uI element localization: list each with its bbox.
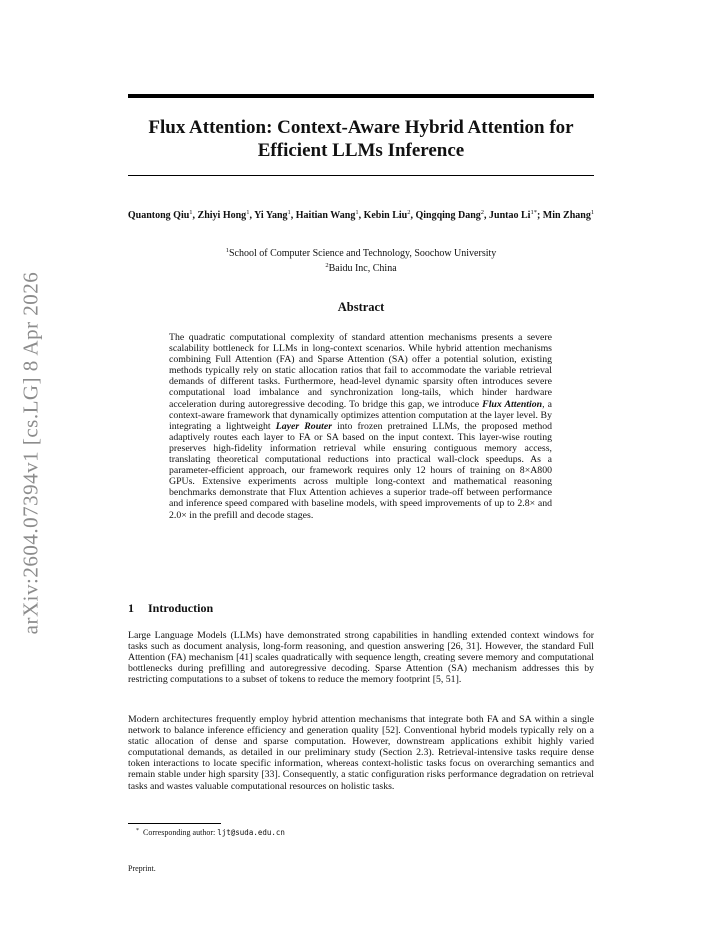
author-separator: , — [410, 210, 416, 221]
author-affiliation-mark: 2 — [480, 209, 485, 216]
abstract-text: The quadratic computational complexity of standard attention mechanisms presents a severe scalability bottleneck for LLMs in long-context scenarios. While hybrid attention mechanisms combining Full Attention (FA) and Sparse Attention (SA) offer a potential solution, existing methods typically rely on static allocation ratios that fail to accommodate the variable retrieval demands of different tasks. Furthermore, head-level dynamic sparsity often introduces severe computational load imbalance and synchronization long-tails, which hinder hardware acceleration during autoregressive decoding. To bridge this gap, we introduce — [169, 332, 552, 410]
author-name: Qingqing Dang — [415, 210, 481, 221]
author-name: Quantong Qiu — [127, 210, 190, 221]
abstract-text: into frozen pretrained LLMs, the proposed method adaptively routes each layer to FA or SA based on the input context. This layer-wise routing preserves high-fidelity information retrieval while ensuring contiguous memory access, translating theoretical computational reductions into practical wall-clock speedups. As a parameter-efficient approach, our framework requires only 12 hours of training on 8×A800 GPUs. Extensive experiments across multiple long-context and mathematical reasoning benchmarks demonstrate that Flux Attention achieves a superior trade-off between performance and inference speed compared with baseline models, with speed improvements of up to 2.8× and 2.0× in the prefill and decode stages. — [169, 420, 553, 521]
author-affiliation-mark: 1 — [189, 209, 193, 216]
arxiv-identifier-text: arXiv:2604.07394v1 [cs.LG] 8 Apr 2026 — [18, 271, 43, 635]
affiliation-item — [118, 260, 604, 275]
abstract-text: , a context-aware framework that dynamically optimizes attention computation at the layer level. By integrating a lightweight — [169, 398, 553, 432]
author-name: Kebin Liu — [363, 210, 408, 221]
body-paragraph: Modern architectures frequently employ hybrid attention mechanisms that integrate both FA and SA within a single network to balance inference efficiency and generation quality [52]. Conventional hybrid models typically rely on a static allocation of dense and sparse computation. However, downstream applications exhibit highly varied computational demands, as detailed in our preliminary study (Section 2.3). Retrieval-intensive tasks require dense token interactions to locate specific information, whereas context-holistic tasks focus on overarching semantics and remain stable under high sparsity [33]. Consequently, a static configuration risks performance degradation on retrieval tasks and wastes valuable computational resources on holistic tasks. — [128, 714, 594, 792]
abstract-body — [169, 332, 552, 521]
author-separator: , — [484, 210, 490, 221]
section-number: 1 — [128, 601, 134, 615]
author-affiliation-mark: 1 — [590, 209, 595, 216]
body-paragraph: Large Language Models (LLMs) have demonstrated strong capabilities in handling extended context windows for tasks such as document analysis, long-form reasoning, and question answering [26, 31]. However, the standard Full Attention (FA) mechanism [41] scales quadratically with sequence length, creating severe memory and computational bottlenecks during prefilling and autoregressive decoding. Sparse Attention (SA) mechanism addresses this by restricting computations to a subset of tokens to reduce the memory footprint [5, 51]. — [128, 630, 594, 686]
affiliation-text: Baidu Inc, China — [328, 263, 397, 274]
author-affiliation-mark: 2 — [407, 209, 411, 216]
author-affiliation-mark: 1 — [246, 209, 250, 216]
footnote-text: Corresponding author: — [143, 828, 218, 837]
author-separator: , — [290, 210, 296, 221]
abstract-emphasis-router-name: Layer Router — [275, 420, 333, 432]
paper-title-line-2: Efficient LLMs Inference — [257, 140, 465, 161]
footnote — [136, 828, 285, 837]
author-affiliation-mark: 1 — [287, 209, 291, 216]
abstract-emphasis-method-name: Flux Attention — [482, 398, 543, 410]
author-affiliation-mark: 1 — [355, 209, 359, 216]
title-top-rule — [128, 94, 594, 98]
affiliation-list — [118, 245, 604, 275]
author-name: Yi Yang — [254, 210, 288, 221]
section-title: Introduction — [148, 601, 214, 615]
affiliation-number: 2 — [325, 262, 329, 269]
author-separator: , — [192, 210, 198, 221]
paper-title-line-1: Flux Attention: Context-Aware Hybrid Attention for — [148, 117, 574, 138]
author-name: Juntao Li — [489, 210, 531, 221]
affiliation-number: 1 — [225, 247, 229, 254]
footnote-email: ljt@suda.edu.cn — [217, 828, 285, 837]
affiliation-text: School of Computer Science and Technology, Soochow University — [228, 248, 497, 259]
abstract-heading: Abstract — [337, 300, 385, 314]
author-name: Min Zhang — [542, 210, 591, 221]
footnote-rule — [128, 823, 221, 824]
author-separator: , — [249, 210, 255, 221]
section-heading-introduction — [128, 601, 213, 616]
author-list — [118, 207, 604, 222]
preprint-label: Preprint. — [128, 864, 156, 873]
affiliation-item — [118, 245, 604, 260]
corresponding-author-marker: * — [533, 209, 537, 216]
author-name: Haitian Wang — [295, 210, 356, 221]
title-bottom-rule — [128, 175, 594, 176]
footnote-marker: * — [136, 828, 139, 834]
author-affiliation-number: 1 — [530, 209, 534, 216]
author-separator: ; — [536, 210, 543, 221]
paper-title — [120, 116, 602, 162]
author-name: Zhiyi Hong — [197, 210, 247, 221]
author-separator: , — [358, 210, 364, 221]
